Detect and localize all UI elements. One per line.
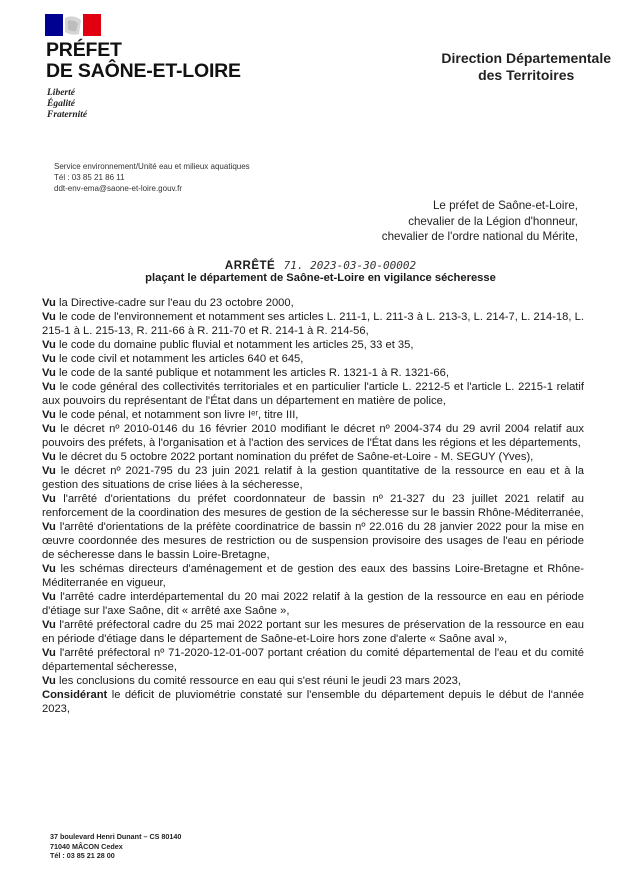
visa-text: le code général des collectivités territoriales et en particulier l'article L. 2212-5 et l'article L. 2215-1 relatif aux pouvoirs du représentant de l'État dans un département en matière de police, — [42, 381, 584, 407]
direction-line2: des Territoires — [478, 67, 575, 83]
visa-paragraph — [42, 492, 584, 520]
prefet-title-line3: chevalier de l'ordre national du Mérite, — [381, 230, 578, 243]
visa-keyword: Vu — [42, 521, 56, 533]
visa-text: l'arrêté d'orientations de la préfète coordinatrice de bassin nº 22.016 du 28 janvier 2022 pour la mise en œuvre coordonnée des mesures de restriction ou de suspension provisoire des usages de l'eau en période de sécheresse dans le bassin Loire-Bretagne, — [42, 521, 584, 561]
footer-address — [50, 832, 181, 861]
visa-paragraph — [42, 674, 584, 688]
prefet-heading — [46, 40, 241, 82]
prefet-title-block — [382, 198, 578, 245]
visa-text: la Directive-cadre sur l'eau du 23 octobre 2000, — [55, 297, 294, 309]
visa-text: le code civil et notamment les articles 640 et 645, — [55, 353, 304, 365]
visa-text: le code pénal, et notamment son livre Iᵉʳ, titre III, — [55, 409, 299, 421]
service-contact — [54, 161, 254, 194]
visa-paragraph — [42, 688, 584, 716]
visa-text: les schémas directeurs d'aménagement et de gestion des eaux des bassins Loire-Bretagne et Rhône-Méditerranée en vigueur, — [42, 563, 584, 589]
visa-keyword: Vu — [42, 619, 56, 631]
visa-paragraph — [42, 520, 584, 562]
visa-text: l'arrêté préfectoral cadre du 25 mai 2022 portant sur les mesures de préservation de la ressource en eau en période d'étiage dans le département de Saône-et-Loire hors zone d'alerte « Saône aval », — [42, 619, 584, 645]
visa-keyword: Vu — [42, 591, 56, 603]
visa-text: l'arrêté cadre interdépartemental du 20 mai 2022 relatif à la gestion de la ressource en eau en période d'étiage sur l'axe Saône, dit « arrêté axe Saône », — [42, 591, 584, 617]
arrete-subtitle: plaçant le département de Saône-et-Loire en vigilance sécheresse — [145, 272, 496, 284]
direction-line1: Direction Départementale — [441, 50, 611, 66]
visa-keyword: Vu — [42, 465, 56, 477]
visa-paragraph — [42, 310, 584, 338]
visas-body — [42, 296, 584, 716]
arrete-word: ARRÊTÉ — [224, 260, 276, 272]
service-tel: Tél : 03 85 21 86 11 — [54, 173, 125, 182]
visa-text: le déficit de pluviométrie constaté sur l'ensemble du département depuis le début de l'année 2023, — [42, 689, 584, 715]
visa-text: l'arrêté préfectoral nº 71-2020-12-01-007 portant création du comité départemental de l'eau et du comité départemental sécheresse, — [42, 647, 584, 673]
visa-text: le décret nº 2021-795 du 23 juin 2021 relatif à la gestion quantitative de la ressource en eau et à la gestion des situations de crise liées à la sécheresse, — [42, 465, 584, 491]
visa-paragraph — [42, 464, 584, 492]
arrete-number: 71. 2023-03-30-00002 — [283, 259, 417, 272]
visa-paragraph — [42, 618, 584, 646]
visa-keyword: Vu — [42, 381, 56, 393]
motto-fraternite: Fraternité — [47, 110, 88, 120]
prefet-line2: DE SAÔNE-ET-LOIRE — [46, 60, 241, 82]
visa-keyword: Vu — [42, 409, 56, 421]
visa-keyword: Vu — [42, 493, 56, 505]
prefet-line1: PRÉFET — [46, 39, 122, 61]
visa-keyword: Vu — [42, 675, 56, 687]
footer-street: 37 boulevard Henri Dunant – CS 80140 — [50, 832, 182, 841]
marianne-logo — [43, 12, 103, 38]
visa-paragraph — [42, 296, 584, 310]
direction-heading — [441, 50, 611, 84]
service-name: Service environnement/Unité eau et milieux aquatiques — [54, 162, 250, 171]
visa-text: le décret du 5 octobre 2022 portant nomination du préfet de Saône-et-Loire - M. SEGUY (Yves), — [55, 451, 534, 463]
visa-paragraph — [42, 366, 584, 380]
visa-keyword: Vu — [42, 311, 56, 323]
visa-paragraph — [42, 562, 584, 590]
motto-liberte: Liberté — [47, 88, 75, 98]
visa-text: l'arrêté d'orientations du préfet coordonnateur de bassin nº 21-327 du 23 juillet 2021 relatif au renforcement de la coordination des mesures de gestion de la sécheresse sur le bassin Rhône-Méditerranée, — [42, 493, 584, 519]
visa-paragraph — [42, 352, 584, 366]
motto-egalite: Égalité — [47, 99, 75, 109]
visa-text: le code du domaine public fluvial et notamment les articles 25, 33 et 35, — [55, 339, 414, 351]
visa-paragraph — [42, 380, 584, 408]
visa-keyword: Vu — [42, 297, 56, 309]
visa-keyword: Vu — [42, 451, 56, 463]
prefet-title-line1: Le préfet de Saône-et-Loire, — [432, 199, 578, 212]
visa-keyword: Vu — [42, 367, 56, 379]
visa-paragraph — [42, 646, 584, 674]
footer-city: 71040 MÂCON Cedex — [50, 841, 123, 851]
visa-text: le code de l'environnement et notamment ses articles L. 211-1, L. 211-3 à L. 213-3, L. 214-7, L. 214-18, L. 215-1 à L. 215-13, R. 211-66 à R. 211-70 et R. 214-1 à R. 214-56, — [42, 311, 584, 337]
visa-keyword: Vu — [42, 339, 56, 351]
visa-paragraph — [42, 422, 584, 450]
visa-keyword: Vu — [42, 353, 56, 365]
visa-text: le décret nº 2010-0146 du 16 février 2010 modifiant le décret nº 2004-374 du 29 avril 2004 relatif aux pouvoirs des préfets, à l'organisation et à l'action des services de l'État dans les régions et les départements, — [42, 423, 584, 449]
visa-keyword: Vu — [42, 423, 56, 435]
visa-text: le code de la santé publique et notamment les articles R. 1321-1 à R. 1321-66, — [55, 367, 449, 379]
visa-keyword: Considérant — [42, 689, 108, 701]
republic-motto — [47, 88, 87, 121]
visa-paragraph — [42, 408, 584, 422]
visa-keyword: Vu — [42, 563, 56, 575]
service-email: ddt-env-ema@saone-et-loire.gouv.fr — [54, 184, 183, 193]
visa-paragraph — [42, 450, 584, 464]
footer-tel: Tél : 03 85 21 28 00 — [50, 851, 115, 860]
visa-paragraph — [42, 338, 584, 352]
visa-paragraph — [42, 590, 584, 618]
visa-keyword: Vu — [42, 647, 56, 659]
prefet-title-line2: chevalier de la Légion d'honneur, — [408, 214, 578, 228]
visa-text: les conclusions du comité ressource en eau qui s'est réuni le jeudi 23 mars 2023, — [55, 675, 462, 687]
